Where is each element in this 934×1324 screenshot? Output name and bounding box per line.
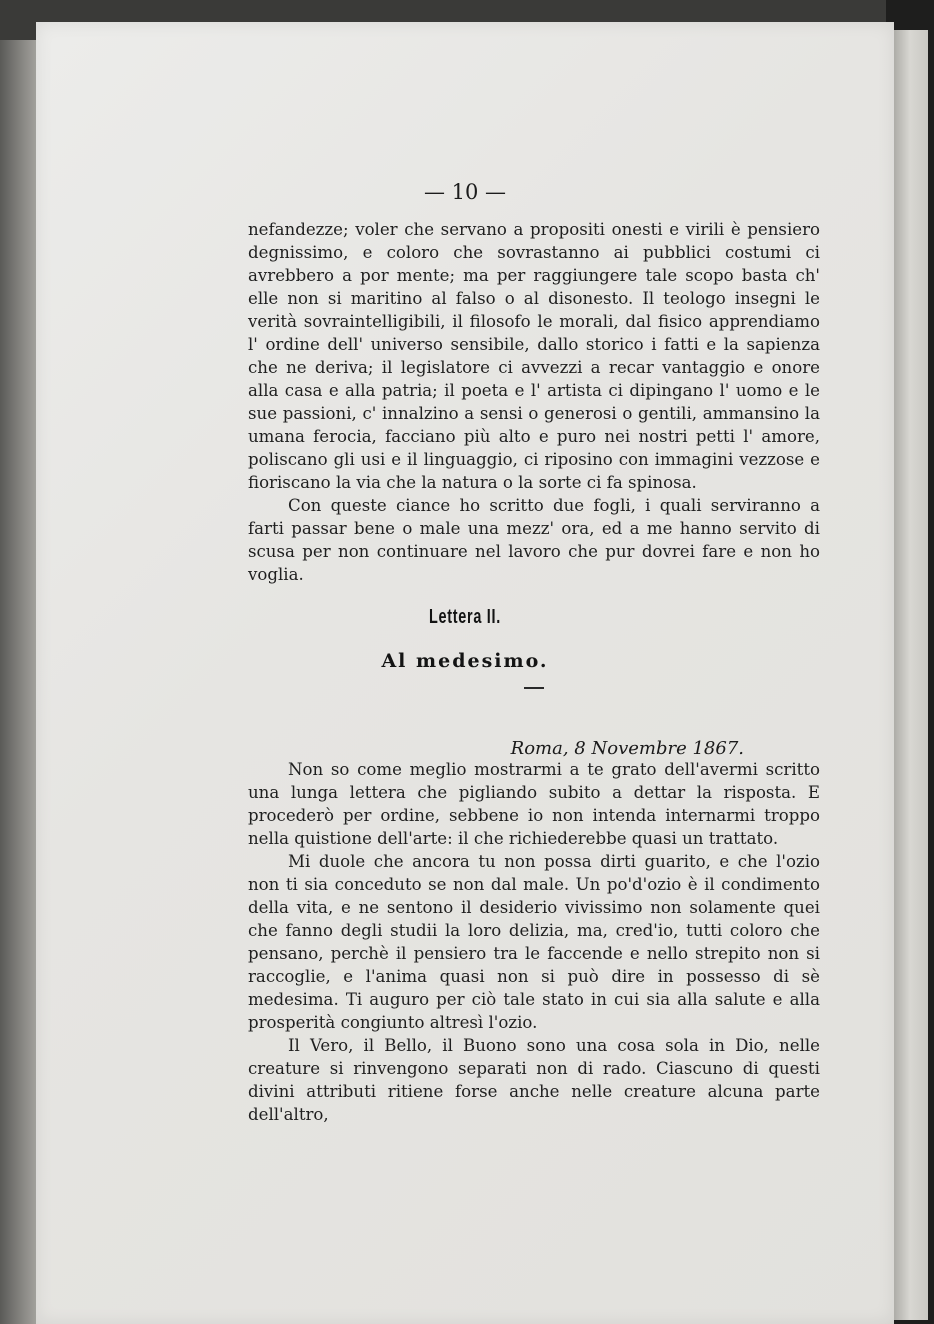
paragraph: nefandezze; voler che servano a propositi onesti e virili è pensiero degnissimo, e coloro che sovrastanno ai pubblici costumi ci avrebbero a por mente; ma per raggiungere tale scopo basta ch' elle non si maritino al falso o al disonesto. Il teologo insegni le verità sovraintelligibili, il filosofo le morali, dal fisico apprendiamo l' ordine dell' universo sensibile, dallo storico i fatti e la sapienza che ne deriva; il legislatore ci avvezzi a recar vantaggio e onore alla casa e alla patria; il poeta e l' artista ci dipingano l' uomo e le sue passioni, c' innalzino a sensi o generosi o gentili, ammansino la umana ferocia, facciano più alto e puro nei nostri petti l' amore, poliscano gli usi e il linguaggio, ci riposino con immagini vezzose e fioriscano la via che la natura o la sorte ci fa spinosa. [248, 220, 820, 492]
text-block-bottom [248, 758, 820, 1126]
heading-rule [524, 687, 544, 689]
paragraph: Mi duole che ancora tu non possa dirti guarito, e che l'ozio non ti sia conceduto se non dal male. Un po'd'ozio è il condimento della vita, e ne sentono il desiderio vivissimo non solamente quei che fanno degli studii la loro delizia, ma, cred'io, tutti coloro che pensano, perchè il pensiero tra le faccende e nello strepito non si raccoglie, e l'anima quasi non si può dire in possesso di sè medesima. Ti auguro per ciò tale stato in cui sia alla salute e alla prosperità congiunto altresì l'ozio. [248, 852, 820, 1032]
book-page [36, 22, 894, 1324]
adjacent-page-edge [892, 30, 928, 1320]
scan-left-edge [0, 40, 40, 1324]
paragraph: Il Vero, il Bello, il Buono sono una cosa sola in Dio, nelle creature si rinvengono separati non di rado. Ciascuno di questi divini attributi ritiene forse anche nelle creature alcuna parte dell'altro, [248, 1036, 820, 1124]
dateline: Roma, 8 Novembre 1867. [510, 738, 744, 759]
paragraph: Con queste ciance ho scritto due fogli, i quali serviranno a farti passar bene o male una mezz' ora, ed a me hanno servito di scusa per non continuare nel lavoro che pur dovrei fare e non ho voglia. [248, 496, 820, 584]
letter-subheading: Al medesimo. [381, 650, 549, 672]
page-number: — 10 — [423, 180, 507, 204]
paragraph: Non so come meglio mostrarmi a te grato dell'avermi scritto una lunga lettera che pigliando subito a dettar la risposta. E procederò per ordine, sebbene io non intenda internarmi troppo nella quistione dell'arte: il che richiederebbe quasi un trattato. [248, 760, 820, 848]
text-block-top [248, 218, 820, 586]
letter-heading: Lettera II. [429, 606, 501, 628]
